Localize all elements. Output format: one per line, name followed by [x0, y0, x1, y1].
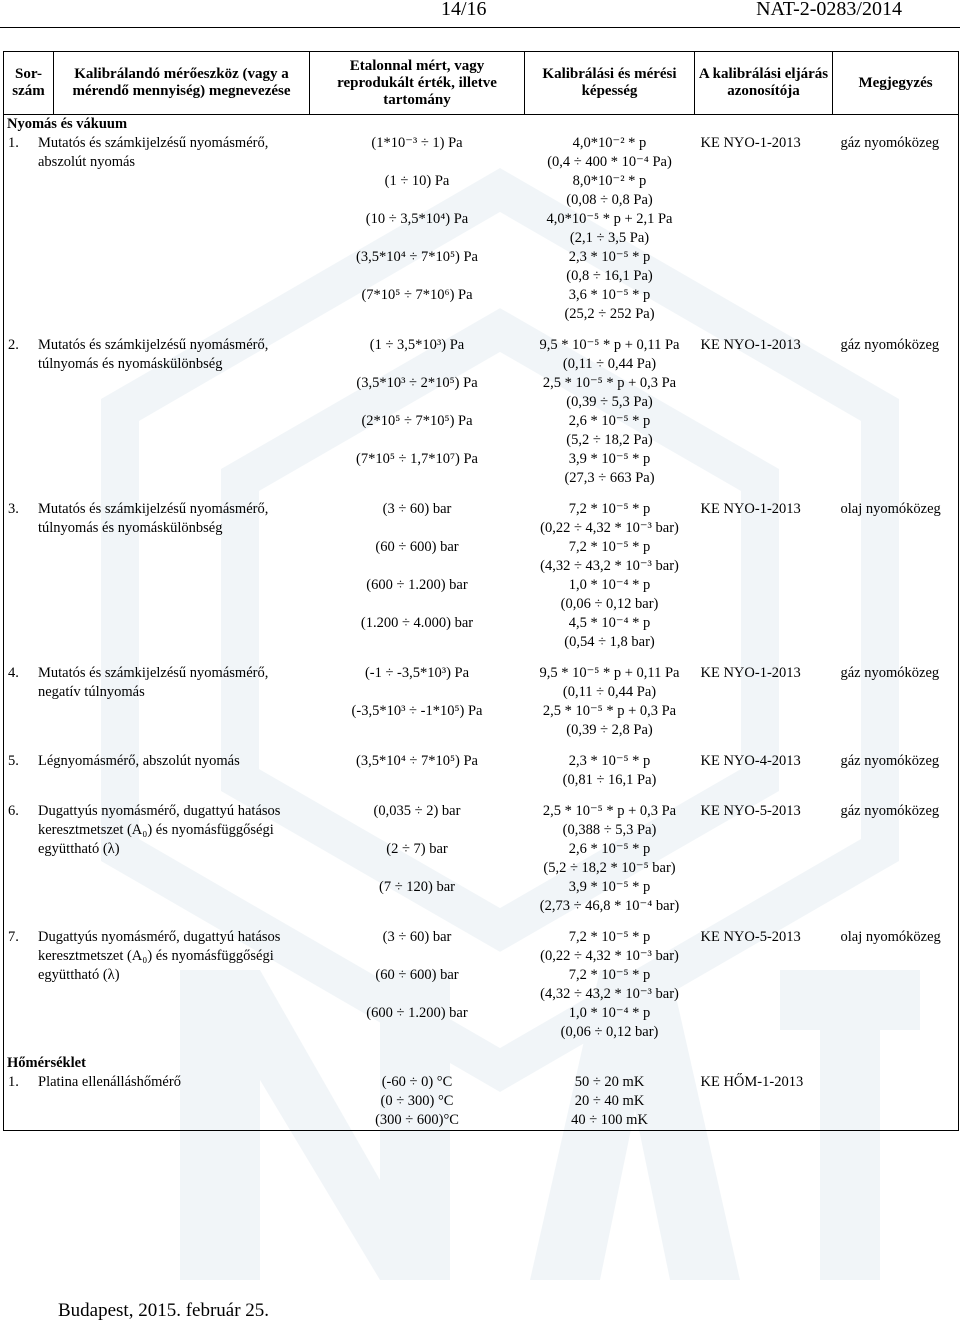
cmc-range: (0,11 ÷ 0,44 Pa) [562, 684, 657, 700]
cmc-formula: 40 ÷ 100 mK [571, 1112, 648, 1128]
range-cell: (2 ÷ 7) bar [386, 841, 448, 857]
cmc-cell [525, 966, 695, 1004]
device-cell [4, 802, 310, 928]
cmc-range: (0,54 ÷ 1,8 bar) [564, 634, 655, 650]
device-cell [4, 134, 310, 336]
range-cell: (-60 ÷ 0) °C [381, 1074, 453, 1090]
device-cell [4, 928, 310, 1054]
range-cell: (10 ÷ 3,5*10⁴) Pa [365, 211, 469, 227]
procedure-id: KE NYO-1-2013 [700, 665, 801, 681]
cmc-range: (0,06 ÷ 0,12 bar) [560, 596, 659, 612]
item-number: 2. [8, 337, 19, 353]
cmc-range: (2,1 ÷ 3,5 Pa) [569, 230, 650, 246]
cmc-cell [525, 702, 695, 752]
note-cell: olaj nyomóközeg [833, 928, 959, 1054]
cmc-formula: 9,5 * 10⁻⁵ * p + 0,11 Pa [539, 665, 680, 681]
range-cell: (60 ÷ 600) bar [375, 539, 459, 555]
cmc-cell [525, 928, 695, 966]
device-cell [4, 336, 310, 500]
device-name: Mutatós és számkijelzésű nyomásmérő, negatív túlnyomás [38, 665, 269, 700]
col-header-device: Kalibrálandó mérőeszköz (vagy a mérendő mennyiség) megnevezése [54, 52, 310, 115]
cmc-range: (0,4 ÷ 400 * 10⁻⁴ Pa) [547, 154, 672, 170]
cmc-cell [525, 538, 695, 576]
footer-place-date: Budapest, 2015. február 25. [58, 1300, 270, 1321]
cmc-cell [525, 614, 695, 664]
device-name: Légnyomásmérő, abszolút nyomás [38, 753, 240, 769]
note-cell: gáz nyomóközeg [833, 134, 959, 336]
range-cell: (3,5*10⁴ ÷ 7*10⁵) Pa [356, 249, 478, 265]
table-row [4, 336, 959, 374]
document-id: NAT-2-0283/2014 [756, 0, 902, 20]
cmc-formula: 3,6 * 10⁻⁵ * p [568, 287, 651, 303]
note-cell: olaj nyomóközeg [833, 500, 959, 664]
range-cell: (7*10⁵ ÷ 7*10⁶) Pa [361, 287, 473, 303]
table-row [4, 664, 959, 702]
cmc-formula: 7,2 * 10⁻⁵ * p [568, 967, 651, 983]
procedure-id: KE NYO-5-2013 [700, 803, 801, 819]
cmc-cell [525, 1092, 695, 1111]
cmc-cell [525, 878, 695, 928]
cmc-formula: 2,5 * 10⁻⁵ * p + 0,3 Pa [542, 375, 677, 391]
procedure-id: KE NYO-4-2013 [700, 753, 801, 769]
cmc-formula: 2,5 * 10⁻⁵ * p + 0,3 Pa [542, 703, 677, 719]
item-number: 1. [8, 135, 19, 151]
cmc-range: (0,81 ÷ 16,1 Pa) [562, 772, 657, 788]
cmc-cell [525, 802, 695, 840]
cmc-formula: 2,5 * 10⁻⁵ * p + 0,3 Pa [542, 803, 677, 819]
table-row [4, 500, 959, 538]
cmc-cell [525, 576, 695, 614]
cmc-cell [525, 752, 695, 802]
cmc-formula: 9,5 * 10⁻⁵ * p + 0,11 Pa [539, 337, 680, 353]
cmc-range: (0,06 ÷ 0,12 bar) [560, 1024, 659, 1040]
header-rule [0, 27, 960, 28]
device-name: Platina ellenálláshőmérő [38, 1074, 181, 1090]
range-cell: (7*10⁵ ÷ 1,7*10⁷) Pa [356, 451, 478, 467]
cmc-range: (0,8 ÷ 16,1 Pa) [566, 268, 653, 284]
device-cell [4, 1073, 310, 1131]
cmc-formula: 2,3 * 10⁻⁵ * p [568, 753, 651, 769]
cmc-range: (27,3 ÷ 663 Pa) [564, 470, 655, 486]
cmc-formula: 2,3 * 10⁻⁵ * p [568, 249, 651, 265]
range-cell: (3,5*10⁴ ÷ 7*10⁵) Pa [356, 753, 478, 769]
range-cell: (7 ÷ 120) bar [378, 879, 455, 895]
table-row [4, 1073, 959, 1092]
range-cell: (1 ÷ 10) Pa [384, 173, 450, 189]
col-header-sorszam: Sor- szám [4, 52, 54, 115]
cmc-formula: 2,6 * 10⁻⁵ * p [568, 841, 651, 857]
note-cell: gáz nyomóközeg [833, 664, 959, 752]
range-cell: (0 ÷ 300) °C [380, 1093, 454, 1109]
range-cell: (-1 ÷ -3,5*10³) Pa [364, 665, 470, 681]
device-cell [4, 664, 310, 752]
cmc-cell [525, 374, 695, 412]
cmc-cell [525, 336, 695, 374]
cmc-range: (0,39 ÷ 2,8 Pa) [566, 722, 653, 738]
note-cell: gáz nyomóközeg [833, 802, 959, 928]
range-cell: (300 ÷ 600)°C [375, 1112, 459, 1128]
table-row [4, 928, 959, 966]
section-title: Hőmérséklet [4, 1054, 959, 1073]
procedure-id: KE HŐM-1-2013 [700, 1074, 804, 1090]
range-cell: (3 ÷ 60) bar [382, 501, 452, 517]
device-name: Mutatós és számkijelzésű nyomásmérő, túlnyomás és nyomáskülönbség [38, 337, 269, 372]
cmc-formula: 4,0*10⁻⁵ * p + 2,1 Pa [546, 211, 673, 227]
cmc-range: (4,32 ÷ 43,2 * 10⁻³ bar) [540, 986, 679, 1002]
range-cell: (3,5*10³ ÷ 2*10⁵) Pa [356, 375, 478, 391]
page-header [0, 0, 960, 26]
col-header-range: Etalonnal mért, vagy reprodukált érték, illetve tartomány [310, 52, 525, 115]
range-cell: (-3,5*10³ ÷ -1*10⁵) Pa [351, 703, 483, 719]
procedure-id: KE NYO-1-2013 [700, 501, 801, 517]
table-row [4, 134, 959, 172]
col-header-note: Megjegyzés [833, 52, 959, 115]
table-row [4, 752, 959, 802]
cmc-cell [525, 1004, 695, 1054]
cmc-range: (0,11 ÷ 0,44 Pa) [562, 356, 657, 372]
table-header-row [4, 52, 959, 115]
cmc-formula: 7,2 * 10⁻⁵ * p [568, 539, 651, 555]
cmc-cell [525, 248, 695, 286]
range-cell: (1 ÷ 3,5*10³) Pa [369, 337, 465, 353]
cmc-range: (0,22 ÷ 4,32 * 10⁻³ bar) [540, 948, 679, 964]
procedure-id: KE NYO-1-2013 [700, 337, 801, 353]
cmc-range: (5,2 ÷ 18,2 * 10⁻⁵ bar) [543, 860, 676, 876]
cmc-formula: 1,0 * 10⁻⁴ * p [568, 577, 651, 593]
cmc-cell [525, 1073, 695, 1092]
device-name: Mutatós és számkijelzésű nyomásmérő, túlnyomás és nyomáskülönbség [38, 501, 269, 536]
cmc-cell [525, 412, 695, 450]
cmc-formula: 2,6 * 10⁻⁵ * p [568, 413, 651, 429]
section-title-row [4, 1054, 959, 1073]
cmc-cell [525, 210, 695, 248]
device-name: Dugattyús nyomásmérő, dugattyú hatásos keresztmetszet (A₀) és nyomásfüggőségi együttható (λ) [38, 803, 281, 857]
item-number: 7. [8, 929, 19, 945]
range-cell: (60 ÷ 600) bar [375, 967, 459, 983]
procedure-id: KE NYO-5-2013 [700, 929, 801, 945]
range-cell: (3 ÷ 60) bar [382, 929, 452, 945]
cmc-formula: 4,0*10⁻² * p [572, 135, 647, 151]
range-cell: (0,035 ÷ 2) bar [373, 803, 461, 819]
cmc-range: (4,32 ÷ 43,2 * 10⁻³ bar) [540, 558, 679, 574]
cmc-range: (5,2 ÷ 18,2 Pa) [566, 432, 653, 448]
range-cell: (1*10⁻³ ÷ 1) Pa [371, 135, 463, 151]
item-number: 3. [8, 501, 19, 517]
cmc-range: (0,08 ÷ 0,8 Pa) [566, 192, 653, 208]
range-cell: (1.200 ÷ 4.000) bar [360, 615, 474, 631]
cmc-cell [525, 286, 695, 336]
item-number: 5. [8, 753, 19, 769]
note-cell: gáz nyomóközeg [833, 336, 959, 500]
device-name: Dugattyús nyomásmérő, dugattyú hatásos keresztmetszet (A₀) és nyomásfüggőségi együttható (λ) [38, 929, 281, 983]
cmc-cell [525, 450, 695, 500]
range-cell: (600 ÷ 1.200) bar [366, 577, 468, 593]
note-cell: gáz nyomóközeg [833, 752, 959, 802]
table-body [4, 115, 959, 1131]
cmc-range: (2,73 ÷ 46,8 * 10⁻⁴ bar) [539, 898, 680, 914]
cmc-range: (25,2 ÷ 252 Pa) [564, 306, 655, 322]
cmc-range: (0,22 ÷ 4,32 * 10⁻³ bar) [540, 520, 679, 536]
section-title: Nyomás és vákuum [4, 115, 959, 135]
device-cell [4, 752, 310, 802]
item-number: 1. [8, 1074, 19, 1090]
cmc-formula: 3,9 * 10⁻⁵ * p [568, 879, 651, 895]
cmc-range: (0,388 ÷ 5,3 Pa) [562, 822, 657, 838]
cmc-formula: 20 ÷ 40 mK [574, 1093, 645, 1109]
procedure-id: KE NYO-1-2013 [700, 135, 801, 151]
device-name: Mutatós és számkijelzésű nyomásmérő, abszolút nyomás [38, 135, 269, 170]
cmc-cell [525, 500, 695, 538]
section-title-row [4, 115, 959, 135]
page-number: 14/16 [441, 0, 487, 20]
item-number: 6. [8, 803, 19, 819]
cmc-formula: 7,2 * 10⁻⁵ * p [568, 929, 651, 945]
table-row [4, 802, 959, 840]
accreditation-table [3, 51, 959, 1131]
cmc-cell [525, 840, 695, 878]
item-number: 4. [8, 665, 19, 681]
range-cell: (600 ÷ 1.200) bar [366, 1005, 468, 1021]
cmc-cell [525, 172, 695, 210]
cmc-formula: 1,0 * 10⁻⁴ * p [568, 1005, 651, 1021]
device-cell [4, 500, 310, 664]
cmc-formula: 4,5 * 10⁻⁴ * p [568, 615, 651, 631]
note-cell [833, 1073, 959, 1131]
col-header-procedure: A kalibrálási eljárás azonosítója [695, 52, 833, 115]
cmc-formula: 8,0*10⁻² * p [572, 173, 647, 189]
range-cell: (2*10⁵ ÷ 7*10⁵) Pa [361, 413, 473, 429]
cmc-formula: 7,2 * 10⁻⁵ * p [568, 501, 651, 517]
cmc-formula: 3,9 * 10⁻⁵ * p [568, 451, 651, 467]
cmc-cell [525, 1111, 695, 1131]
cmc-range: (0,39 ÷ 5,3 Pa) [566, 394, 653, 410]
cmc-cell [525, 664, 695, 702]
col-header-cmc: Kalibrálási és mérési képesség [525, 52, 695, 115]
cmc-cell [525, 134, 695, 172]
cmc-formula: 50 ÷ 20 mK [574, 1074, 645, 1090]
